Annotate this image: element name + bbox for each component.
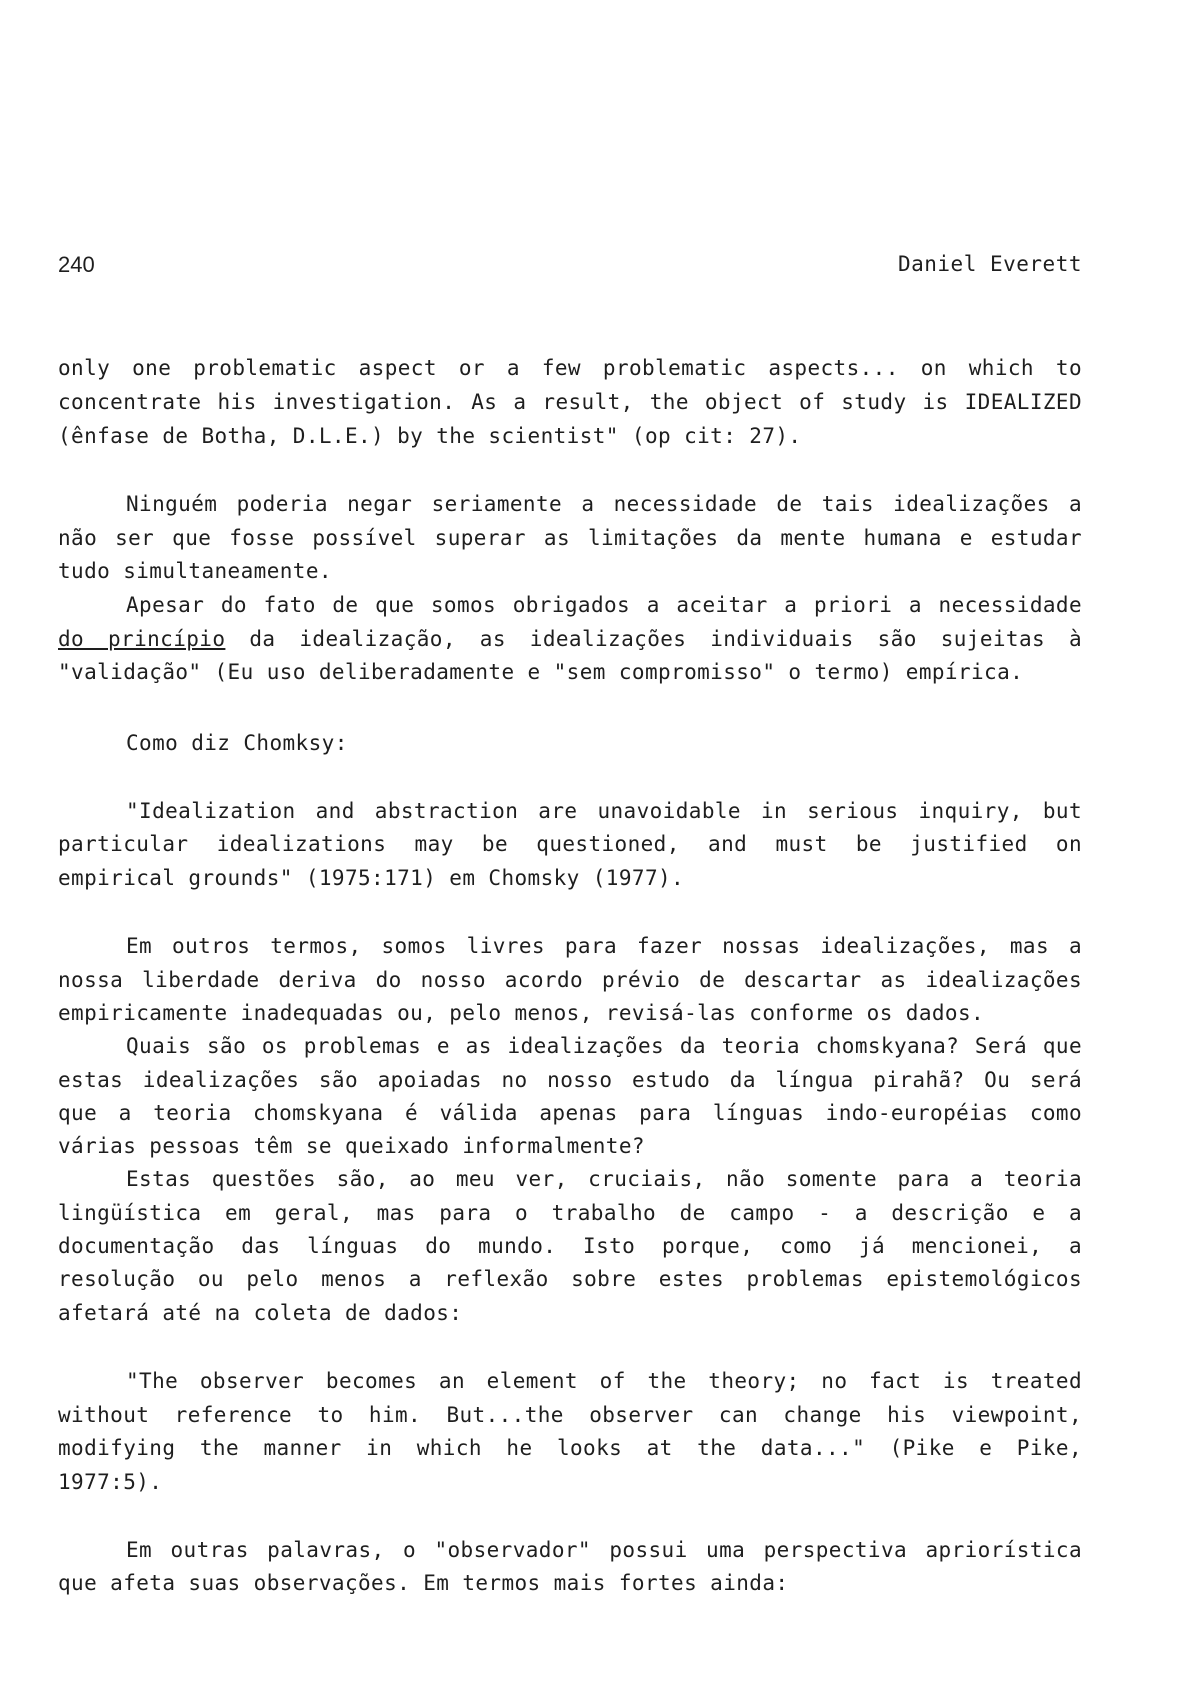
quote-line: empirical grounds" (1975:171) em Chomsky (1977). <box>58 866 685 890</box>
paragraph-line: estas idealizações são apoiadas no nosso estudo da língua pirahã? Ou será <box>58 1068 1082 1092</box>
quote-line: 1977:5). <box>58 1470 163 1494</box>
paragraph-line: only one problematic aspect or a few problematic aspects... on which to <box>58 356 1082 380</box>
paragraph-line: "validação" (Eu uso deliberadamente e "sem compromisso" o termo) empírica. <box>58 660 1024 684</box>
quote-line: "Idealization and abstraction are unavoidable in serious inquiry, but <box>126 799 1082 823</box>
paragraph-line: afetará até na coleta de dados: <box>58 1301 463 1325</box>
paragraph-line: documentação das línguas do mundo. Isto porque, como já mencionei, a <box>58 1234 1082 1258</box>
quote-line: "The observer becomes an element of the theory; no fact is treated <box>126 1369 1082 1393</box>
paragraph-line: Em outros termos, somos livres para fazer nossas idealizações, mas a <box>126 934 1082 958</box>
paragraph-line: que afeta suas observações. Em termos mais fortes ainda: <box>58 1571 789 1595</box>
paragraph-line: Apesar do fato de que somos obrigados a aceitar a priori a necessidade <box>126 593 1082 617</box>
underlined-phrase: do princípio <box>58 627 226 651</box>
paragraph-line: várias pessoas têm se queixado informalmente? <box>58 1134 645 1158</box>
paragraph-line: não ser que fosse possível superar as limitações da mente humana e estudar <box>58 526 1082 550</box>
paragraph-line: concentrate his investigation. As a result, the object of study is IDEALIZED <box>58 390 1082 414</box>
paragraph-line: tudo simultaneamente. <box>58 559 332 583</box>
paragraph-line <box>58 624 1082 654</box>
paragraph-line: Ninguém poderia negar seriamente a necessidade de tais idealizações a <box>126 492 1082 516</box>
paragraph-line: Em outras palavras, o "observador" possui uma perspectiva apriorística <box>126 1538 1082 1562</box>
paragraph-line: lingüística em geral, mas para o trabalho de campo - a descrição e a <box>58 1201 1082 1225</box>
paragraph-line: nossa liberdade deriva do nosso acordo prévio de descartar as idealizações <box>58 968 1082 992</box>
paragraph-line: Como diz Chomksy: <box>126 731 348 755</box>
quote-line: particular idealizations may be questioned, and must be justified on <box>58 832 1082 856</box>
quote-line: without reference to him. But...the observer can change his viewpoint, <box>58 1403 1082 1427</box>
paragraph-line: Quais são os problemas e as idealizações da teoria chomskyana? Será que <box>126 1034 1082 1058</box>
running-head-author: Daniel Everett <box>897 252 1082 276</box>
line-text: da idealização, as idealizações individuais são sujeitas à <box>249 627 1083 651</box>
page-number: 240 <box>58 252 95 277</box>
paragraph-line: empiricamente inadequadas ou, pelo menos, revisá-las conforme os dados. <box>58 1001 985 1025</box>
paragraph-line: que a teoria chomskyana é válida apenas para línguas indo-européias como <box>58 1101 1082 1125</box>
paragraph-line: resolução ou pelo menos a reflexão sobre estes problemas epistemológicos <box>58 1267 1082 1291</box>
running-head <box>58 252 1082 282</box>
quote-line: modifying the manner in which he looks at the data..." (Pike e Pike, <box>58 1436 1082 1460</box>
paragraph-line: (ênfase de Botha, D.L.E.) by the scientist" (op cit: 27). <box>58 424 802 448</box>
paragraph-line: Estas questões são, ao meu ver, cruciais, não somente para a teoria <box>126 1167 1082 1191</box>
